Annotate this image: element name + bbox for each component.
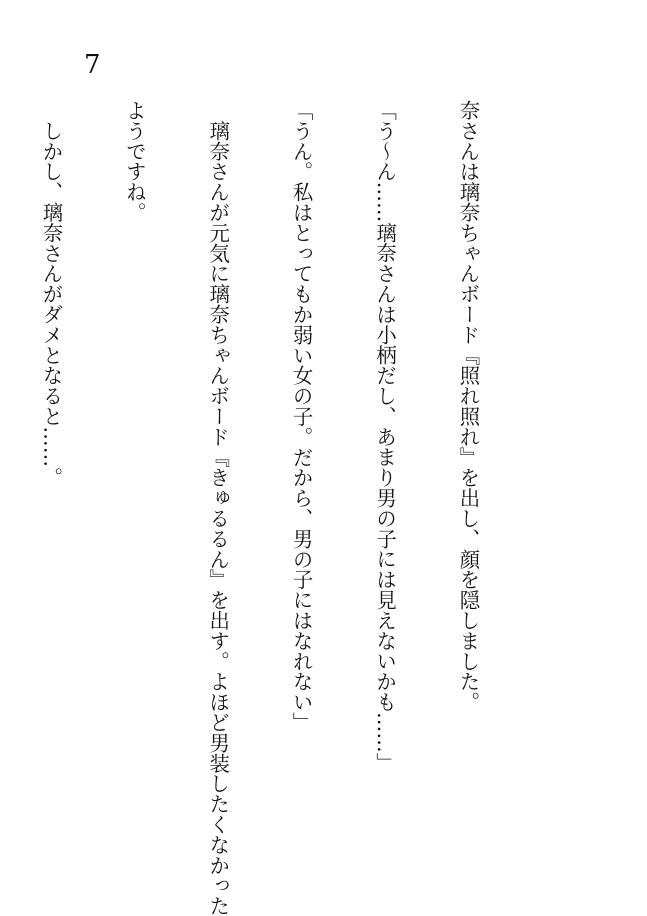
text-line: しかし、璃奈さんがダメとなると……。 (39, 100, 64, 488)
page-number: 7 (84, 50, 101, 80)
vertical-text-body (0, 100, 537, 916)
text-line: ようですね。 (122, 100, 147, 223)
text-line: 「う〜ん……璃奈さんは小柄だし、あまり男の子には見えないかも……」 (373, 100, 398, 774)
text-line: 奈さんは璃奈ちゃんボード『照れ照れ』を出し、顔を隠しました。 (456, 100, 481, 712)
text-line: 「うん。私はとってもか弱い女の子。だから、男の子にはなれない」 (289, 100, 314, 733)
text-line: 璃奈さんが元気に璃奈ちゃんボード『きゅるるん』を出す。よほど男装したくなかった (206, 100, 231, 916)
